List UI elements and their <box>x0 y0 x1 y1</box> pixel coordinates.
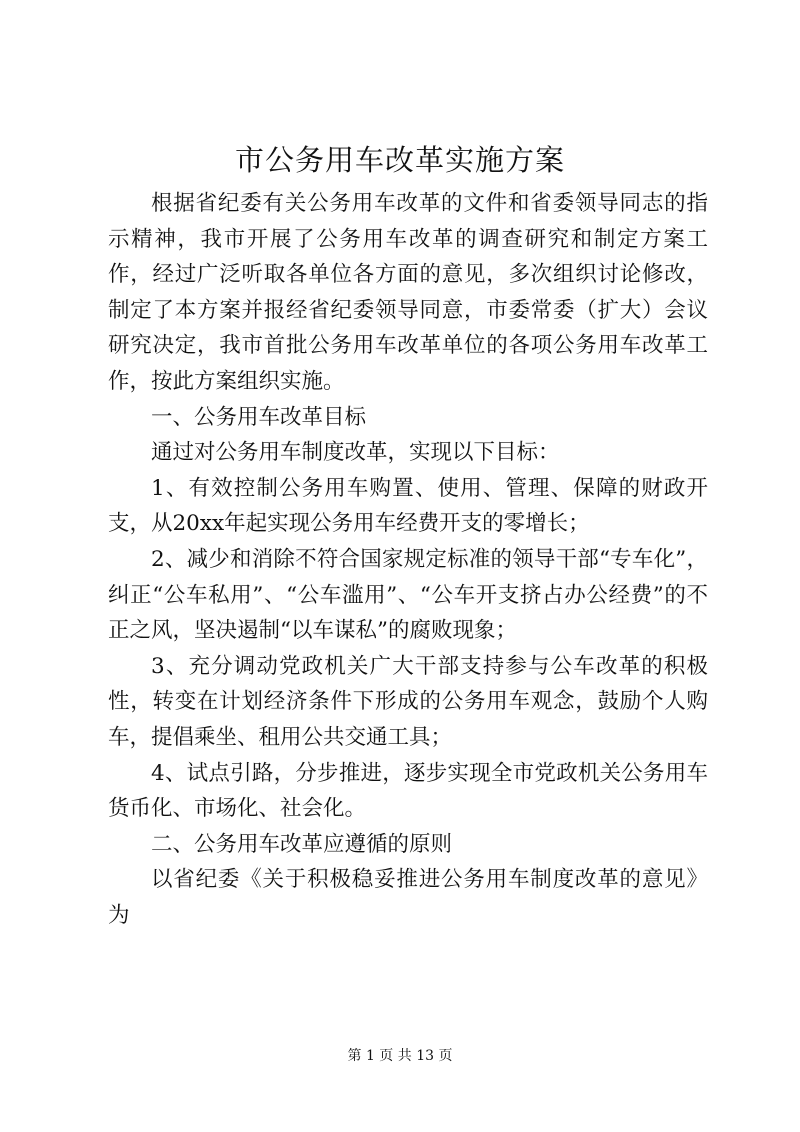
list-item-goal-1: 1、有效控制公务用车购置、使用、管理、保障的财政开支，从20xx年起实现公务用车经费开支的零增长； <box>108 475 708 537</box>
list-item-goal-3: 3、充分调动党政机关广大干部支持参与公车改革的积极性，转变在计划经济条件下形成的公务用车观念，鼓励个人购车，提倡乘坐、租用公共交通工具； <box>108 653 708 750</box>
document-body <box>108 186 708 933</box>
heading-section-2: 二、公务用车改革应遵循的原则 <box>151 831 453 857</box>
page-number-footer: 第 1 页 共 13 页 <box>347 1048 453 1064</box>
paragraph-goals-intro: 通过对公务用车制度改革，实现以下目标： <box>151 440 560 466</box>
list-item-goal-4: 4、试点引路，分步推进，逐步实现全市党政机关公务用车货币化、市场化、社会化。 <box>108 760 708 822</box>
heading-section-1: 一、公务用车改革目标 <box>151 404 367 430</box>
paragraph-intro: 根据省纪委有关公务用车改革的文件和省委领导同志的指示精神，我市开展了公务用车改革的调查研究和制定方案工作，经过广泛听取各单位各方面的意见，多次组织讨论修改，制定了本方案并报经省纪委领导同意，市委常委（扩大）会议研究决定，我市首批公务用车改革单位的各项公务用车改革工作，按此方案组织实施。 <box>108 191 708 394</box>
paragraph-principles: 以省纪委《关于积极稳妥推进公务用车制度改革的意见》为 <box>108 867 708 928</box>
list-item-goal-2: 2、减少和消除不符合国家规定标准的领导干部“专车化”，纠正“公车私用”、“公车滥用”、“公车开支挤占办公经费”的不正之风，坚决遏制“以车谋私”的腐败现象； <box>108 546 708 644</box>
document-title: 市公务用车改革实施方案 <box>234 143 565 177</box>
